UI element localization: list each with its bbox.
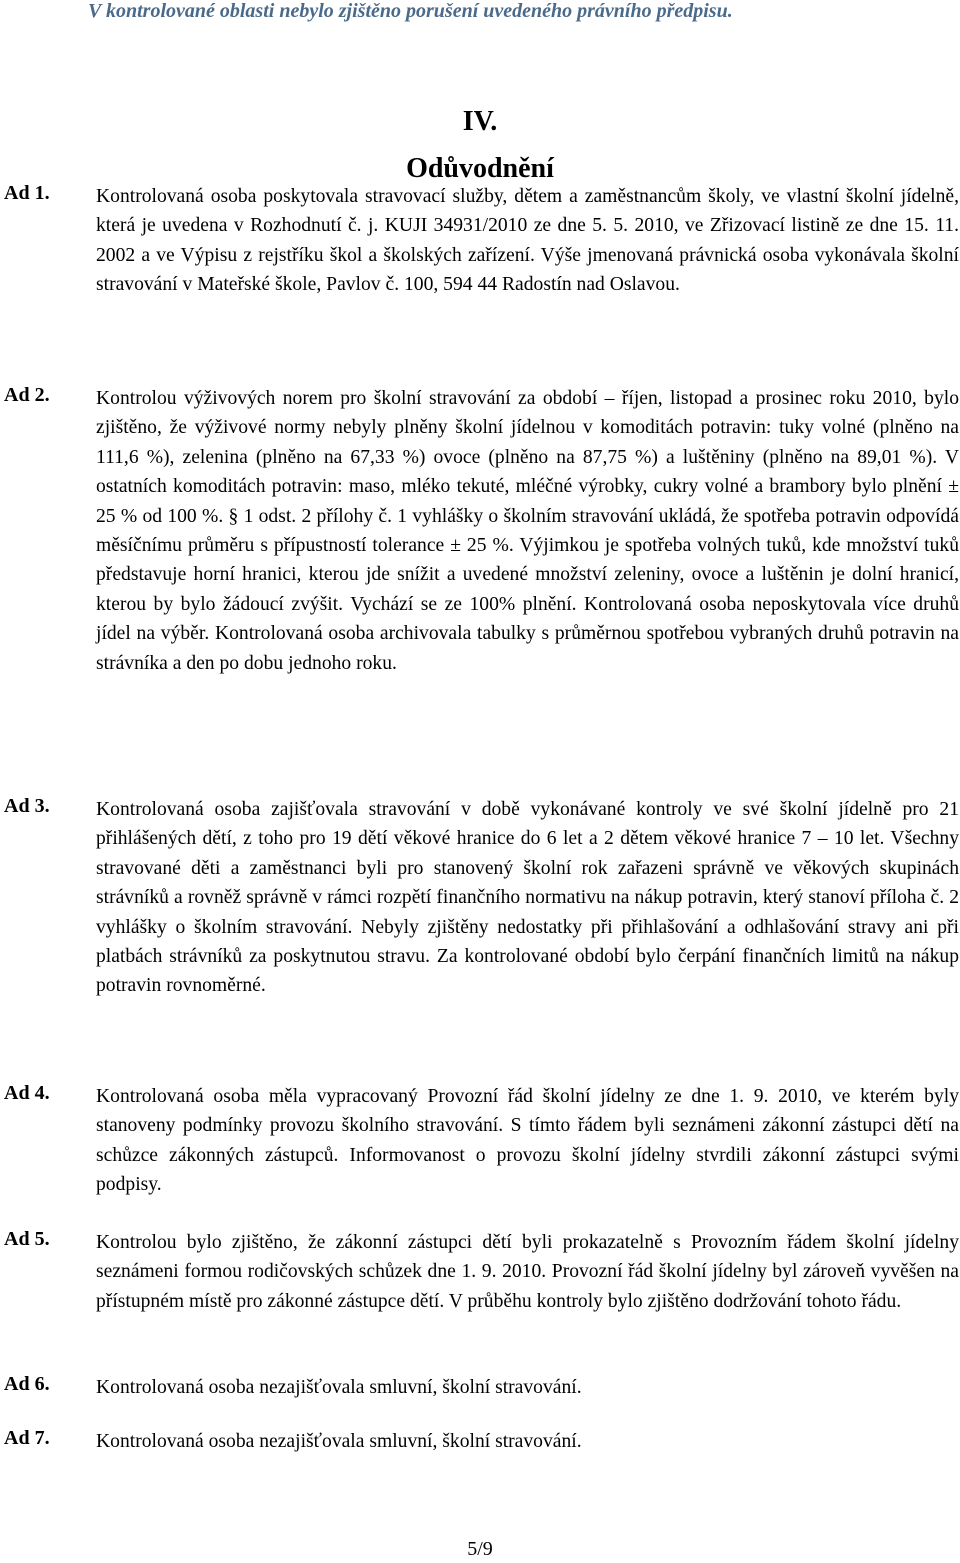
previous-page-conclusion: V kontrolované oblasti nebylo zjištěno porušení uvedeného právního předpisu. xyxy=(88,0,733,22)
item-label: Ad 2. xyxy=(4,384,50,406)
item-text: Kontrolovaná osoba nezajišťovala smluvní, školní stravování. xyxy=(96,1377,582,1398)
item-label: Ad 6. xyxy=(4,1373,50,1395)
item-label: Ad 3. xyxy=(4,795,50,817)
item-text: Kontrolovaná osoba zajišťovala stravování v době vykonávané kontroly ve své školní jídelně pro 21 přihlášených dětí, z toho pro 19 dětí věkové hranice do 6 let a 2 dětem věkové hranice 7 – 10 let. Všechny stravované děti a zaměstnanci byli pro stanovený školní rok zařazeni správně ve věkových skupinách strávníků a rovněž správně v rámci rozpětí finančního normativu na nákup potravin, který stanoví příloha č. 2 vyhlášky o školním stravování. Nebyly zjištěny nedostatky při přihlašování a odhlašování stravy ani při platbách strávníků za poskytnutou stravu. Za kontrolované období bylo čerpání finančních limitů na nákup potravin rovnoměrné. xyxy=(96,799,959,997)
item-label: Ad 5. xyxy=(4,1228,50,1250)
item-label: Ad 1. xyxy=(4,182,50,204)
section-number: IV. xyxy=(462,106,498,137)
item-label: Ad 4. xyxy=(4,1082,50,1104)
item-text: Kontrolou bylo zjištěno, že zákonní zástupci dětí byli prokazatelně s Provozním řádem školní jídelny seznámeni formou rodičovských schůzek dne 1. 9. 2010. Provozní řád školní jídelny byl zároveň vyvěšen na přístupném místě pro zákonné zástupce dětí. V průběhu kontroly bylo zjištěno dodržování tohoto řádu. xyxy=(96,1232,959,1312)
item-text: Kontrolovaná osoba měla vypracovaný Provozní řád školní jídelny ze dne 1. 9. 2010, ve kterém byly stanoveny podmínky provozu školního stravování. S tímto řádem byli seznámeni zákonní zástupci dětí na schůzce zákonných zástupců. Informovanost o provozu školní jídelny stvrdili zákonní zástupci svými podpisy. xyxy=(96,1086,959,1196)
item-text: Kontrolovaná osoba poskytovala stravovací služby, dětem a zaměstnancům školy, ve vlastní školní jídelně, která je uvedena v Rozhodnutí č. j. KUJI 34931/2010 ze dne 5. 5. 2010, ve Zřizovací listině ze dne 15. 11. 2002 a ve Výpisu z rejstříku škol a školských zařízení. Výše jmenovaná právnická osoba vykonávala školní stravování v Mateřské škole, Pavlov č. 100, 594 44 Radostín nad Oslavou. xyxy=(96,186,959,296)
page-number: 5/9 xyxy=(467,1538,493,1560)
section-title: Odůvodnění xyxy=(406,153,554,184)
item-label: Ad 7. xyxy=(4,1427,50,1449)
item-text: Kontrolou výživových norem pro školní stravování za období – říjen, listopad a prosinec roku 2010, bylo zjištěno, že výživové normy nebyly plněny školní jídelnou v komoditách potravin: tuky volné (plněno na 111,6 %), zelenina (plněno na 67,33 %) ovoce (plněno na 87,75 %) a luštěniny (plněno na 89,01 %). V ostatních komoditách potravin: maso, mléko tekuté, mléčné výrobky, cukry volné a brambory bylo plnění ± 25 % od 100 %. § 1 odst. 2 přílohy č. 1 vyhlášky o školním stravování ukládá, že spotřeba potravin odpovídá měsíčnímu průměru s přípustností tolerance ± 25 %. Výjimkou je spotřeba volných tuků, kde množství tuků představuje horní hranici, kterou jde snížit a uvedené množství zeleniny, ovoce a luštěnin je dolní hranicí, kterou by bylo žádoucí zvýšit. Vychází se ze 100% plnění. Kontrolovaná osoba neposkytovala více druhů jídel na výběr. Kontrolovaná osoba archivovala tabulky s průměrnou spotřebou vybraných druhů potravin na strávníka a den po dobu jednoho roku. xyxy=(96,388,959,674)
item-text: Kontrolovaná osoba nezajišťovala smluvní, školní stravování. xyxy=(96,1431,582,1452)
